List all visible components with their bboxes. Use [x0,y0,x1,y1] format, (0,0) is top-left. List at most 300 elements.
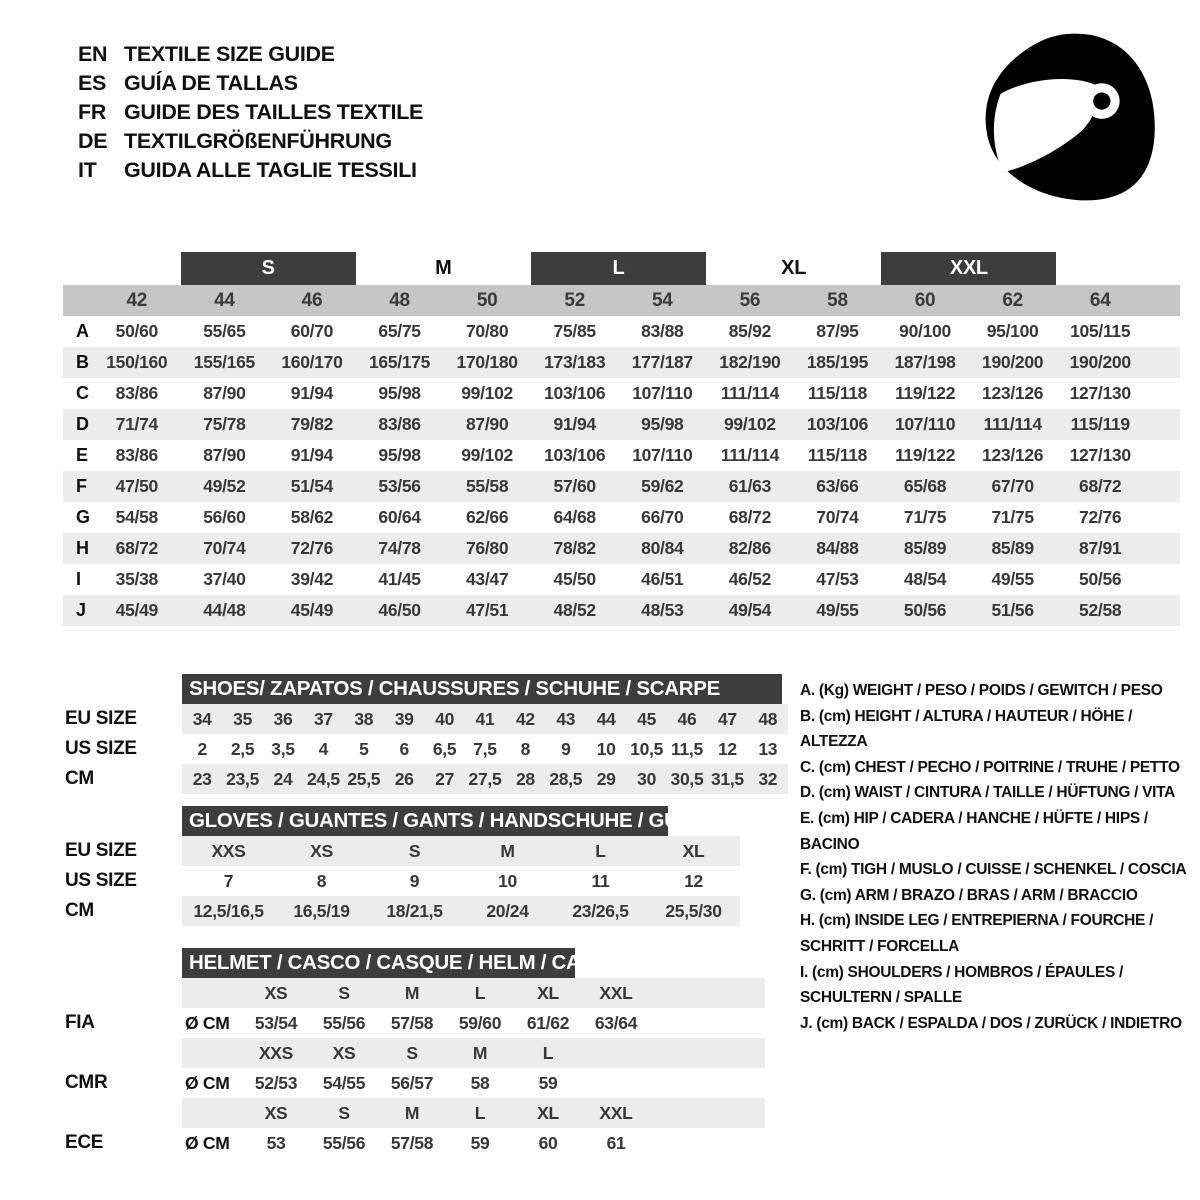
measure-row [63,347,1180,378]
measure-row [63,378,1180,409]
size-value-cell: 26 [394,768,414,789]
helmet-size-label: S [338,982,350,1003]
table-row [65,704,788,734]
size-value-cell: 95/98 [378,383,421,403]
size-value-cell: 49/55 [816,600,859,620]
helmet-size-label: XS [264,982,288,1003]
table-row [65,836,740,866]
size-value-cell: 99/102 [461,445,513,465]
shoes-size-table [65,674,788,794]
helmet-size-table [65,948,765,1158]
shoes-table-rows [65,704,788,794]
size-value-cell: 70/80 [465,321,509,341]
size-value-cell: 71/75 [903,507,947,527]
legend-item: E. (cm) HIP / CADERA / HANCHE / HÜFTE / HIPS / BACINO [800,809,1148,853]
helmet-size-label: L [474,1102,486,1123]
size-value-cell: 123/126 [982,445,1044,465]
row-label-spacer [65,1038,182,1068]
size-value-cell: 6,5 [432,738,457,759]
size-value-cell: 50/60 [115,321,158,341]
row-label: EU SIZE [65,840,137,861]
size-value-cell: 37/40 [203,569,246,589]
size-value-cell: 87/90 [203,383,246,403]
size-value-cell: 9 [561,738,571,759]
size-value-cell: 29 [596,768,616,789]
size-value-cell: 150/160 [106,352,168,372]
value-row [182,764,788,794]
measure-row-label: F [76,476,87,496]
size-value-cell: 91/94 [290,383,334,403]
size-number: 56 [739,289,761,311]
measure-row-label: E [76,445,88,465]
size-value-cell: 83/88 [641,321,684,341]
helmet-values-row [65,1008,765,1038]
size-value-cell: 8 [316,870,327,891]
size-value-cell: 24 [273,768,293,789]
size-value-cell: 99/102 [461,383,513,403]
guide-title: TEXTILGRÖßENFÜHRUNG [124,129,392,153]
legend-item: J. (cm) BACK / ESPALDA / DOS / ZURÜCK / INDIETRO [800,1014,1182,1032]
size-value-cell: 30,5 [670,768,704,789]
legend-item: F. (cm) TIGH / MUSLO / CUISSE / SCHENKEL / COSCIA [800,861,1187,879]
row-label-spacer [65,978,182,1008]
size-value-cell: 50/56 [903,600,947,620]
size-value-cell: 6 [399,738,409,759]
language-row [78,127,423,156]
guide-title: GUIDE DES TAILLES TEXTILE [124,100,424,124]
helmet-values-row [65,1068,765,1098]
size-number: 46 [301,289,323,311]
size-value-cell: 85/92 [728,321,772,341]
standard-label: CMR [65,1072,108,1093]
size-value-cell: 48/54 [903,569,947,589]
size-value-cell: 47/50 [115,476,158,496]
measure-row-label: H [76,538,89,558]
size-value-cell: 80/84 [641,538,684,558]
size-group-label: S [181,252,356,285]
helmet-size-label: XL [537,1102,559,1123]
size-group-row [63,252,1180,285]
helmet-sizes-row [65,1038,765,1068]
helmet-size-label: XS [264,1102,288,1123]
value-row [182,896,740,926]
size-value-cell: 67/70 [991,476,1034,496]
size-value-cell: 71/74 [115,414,158,434]
size-value-cell: 76/80 [465,538,509,558]
helmet-size-label: XXL [599,982,633,1003]
size-value-cell: 155/165 [193,352,255,372]
language-title-list [78,40,423,185]
size-value-cell: 7 [223,870,234,891]
shoes-table-title: SHOES/ ZAPATOS / CHAUSSURES / SCHUHE / SCARPE [182,674,782,704]
measurement-legend [800,678,1192,1036]
size-value-cell: 190/200 [1069,352,1131,372]
size-value-cell: 20/24 [486,900,529,921]
size-value-cell: XL [682,840,705,861]
size-value-cell: 44 [596,708,616,729]
helmet-size-label: L [474,982,486,1003]
size-value-cell: 55/56 [322,1012,366,1033]
size-value-cell: 35/38 [115,569,158,589]
size-value-cell: 61 [606,1132,626,1153]
size-number: 60 [914,289,936,311]
helmet-table-title: HELMET / CASCO / CASQUE / HELM / CASCO [182,948,575,978]
size-value-cell: 115/118 [807,383,868,403]
size-value-cell: 40 [435,708,455,729]
size-value-cell: 4 [318,738,329,759]
size-value-cell: 99/102 [724,414,776,434]
size-value-cell: 53/56 [378,476,421,496]
size-value-cell: 49/54 [728,600,772,620]
size-number: 44 [214,289,235,311]
size-value-cell: 111/114 [720,445,779,465]
size-value-cell: 59/60 [458,1012,502,1033]
measure-row-label: A [76,321,89,341]
diameter-label: Ø CM [185,1132,230,1153]
measure-row-label: D [76,414,89,434]
size-number: 58 [827,289,848,311]
size-value-cell: 57/58 [390,1132,434,1153]
size-number-row [63,285,1180,316]
size-value-cell: 35 [233,708,253,729]
size-value-cell: 31,5 [710,768,744,789]
size-value-cell: 42 [515,708,535,729]
size-value-cell: XS [310,840,333,861]
size-value-cell: 47 [717,708,737,729]
size-number: 64 [1089,289,1111,311]
guide-title: TEXTILE SIZE GUIDE [124,42,335,66]
size-value-cell: 34 [192,708,212,729]
value-row [182,836,740,866]
size-value-cell: 107/110 [632,445,693,465]
table-row [65,734,788,764]
size-value-cell: 45/50 [553,569,596,589]
helmet-size-label: XL [537,982,559,1003]
size-value-cell: 58 [470,1072,490,1093]
size-value-cell: 39/42 [290,569,334,589]
size-value-cell: L [595,840,606,861]
language-row [78,69,423,98]
size-value-cell: 60/70 [290,321,334,341]
helmet-size-label: L [542,1042,554,1063]
visor-pivot-center [1093,92,1110,109]
size-group-label: XL [781,257,807,279]
size-value-cell: 91/94 [290,445,334,465]
size-value-cell: 45/49 [115,600,158,620]
size-value-cell: 48/53 [641,600,684,620]
size-value-cell: 12 [684,870,703,891]
helmet-table-rows [65,978,765,1158]
helmet-size-label: XXS [258,1042,294,1063]
size-value-cell: 78/82 [553,538,596,558]
measure-row [63,502,1180,533]
size-value-cell: 90/100 [899,321,951,341]
size-value-cell: 72/76 [1079,507,1122,527]
size-value-cell: 55/65 [203,321,246,341]
size-value-cell: 59 [538,1072,558,1093]
helmet-size-label: M [404,1102,420,1123]
helmet-values-cells [182,1068,765,1098]
size-value-cell: 52/58 [1079,600,1122,620]
size-value-cell: 103/106 [806,414,869,434]
size-value-cell: 103/106 [544,383,606,403]
size-value-cell: 52/53 [254,1072,298,1093]
size-value-cell: 2,5 [230,738,255,759]
size-value-cell: 95/100 [986,321,1039,341]
size-value-cell: 23,5 [226,768,260,789]
size-value-cell: XXS [211,840,246,861]
size-value-cell: 111/114 [983,414,1042,434]
racing-helmet-icon [975,28,1165,206]
size-value-cell: 16,5/19 [293,900,350,921]
size-number: 42 [126,289,148,311]
size-value-cell: 170/180 [456,352,518,372]
size-value-cell: 64/68 [553,507,596,527]
size-value-cell: 43/47 [465,569,509,589]
helmet-sizes-cells [182,1038,765,1068]
size-value-cell: 57/58 [390,1012,434,1033]
legend-item: H. (cm) INSIDE LEG / ENTREPIERNA / FOURCHE / SCHRITT / FORCELLA [800,912,1154,955]
helmet-sizes-row [65,1098,765,1128]
size-value-cell: 165/175 [368,352,431,372]
helmet-size-label: XS [332,1042,356,1063]
size-value-cell: 70/74 [816,507,859,527]
size-value-cell: 60/64 [378,507,421,527]
size-value-cell: 66/70 [641,507,684,527]
size-value-cell: 61/62 [526,1012,570,1033]
size-value-cell: 11 [591,870,610,891]
size-value-cell: 119/122 [894,445,956,465]
helmet-values-cells [182,1008,765,1038]
size-group-label: XXL [881,252,1056,285]
diameter-label: Ø CM [185,1072,230,1093]
size-value-cell: 79/82 [290,414,334,434]
legend-item: C. (cm) CHEST / PECHO / POITRINE / TRUHE / PETTO [800,758,1180,776]
size-value-cell: 25,5 [347,768,381,789]
size-value-cell: 28 [515,768,535,789]
size-value-cell: 177/187 [631,352,693,372]
row-label-spacer [65,1098,182,1128]
size-value-cell: 105/115 [1070,321,1131,341]
size-value-cell: 68/72 [1079,476,1122,496]
size-value-cell: 55/58 [465,476,509,496]
language-code: FR [78,100,107,124]
size-value-cell: M [500,840,515,861]
measure-row [63,409,1180,440]
helmet-size-label: S [338,1102,350,1123]
size-value-cell: 45/49 [290,600,334,620]
size-number: 54 [652,289,673,311]
size-value-cell: 8 [520,738,531,759]
size-value-cell: 37 [313,708,333,729]
helmet-values-cells [182,1128,765,1158]
language-code: DE [78,129,108,153]
size-value-cell: 62/66 [465,507,509,527]
size-value-cell: 61/63 [728,476,772,496]
size-value-cell: 111/114 [720,383,779,403]
diameter-label: Ø CM [185,1012,230,1033]
value-row [182,734,788,764]
size-value-cell: 32 [758,768,778,789]
size-value-cell: 70/74 [203,538,246,558]
size-value-cell: 59 [470,1132,490,1153]
measure-row [63,316,1180,347]
table-row [65,896,740,926]
size-value-cell: 127/130 [1069,445,1131,465]
size-value-cell: 5 [359,738,369,759]
size-value-cell: 91/94 [553,414,596,434]
size-value-cell: 48 [758,708,778,729]
measure-row-label: C [76,383,89,403]
size-group-label: M [435,257,452,279]
measure-row [63,440,1180,471]
size-value-cell: 63/66 [816,476,859,496]
measure-row [63,564,1180,595]
language-row [78,40,423,69]
size-value-cell: 41 [475,708,495,729]
size-value-cell: 3,5 [271,738,295,759]
size-value-cell: 49/55 [991,569,1034,589]
size-value-cell: 54/58 [115,507,158,527]
size-value-cell: 51/56 [991,600,1034,620]
size-value-cell: 39 [394,708,414,729]
size-value-cell: 36 [273,708,293,729]
size-value-cell: 12,5/16,5 [193,900,264,921]
helmet-sizes-row [65,978,765,1008]
size-value-cell: 28,5 [549,768,583,789]
size-number: 48 [389,289,410,311]
size-value-cell: 190/200 [982,352,1044,372]
size-value-cell: 46/51 [641,569,684,589]
size-value-cell: 182/190 [719,352,781,372]
size-value-cell: 45 [637,708,657,729]
measure-row-label: J [76,600,86,620]
row-label: US SIZE [65,738,137,759]
size-value-cell: 41/45 [378,569,421,589]
size-value-cell: 83/86 [115,383,158,403]
size-value-cell: 51/54 [290,476,334,496]
size-value-cell: 84/88 [816,538,859,558]
size-value-cell: 9 [409,870,420,891]
size-value-cell: 10 [498,870,517,891]
size-value-cell: 2 [197,738,207,759]
size-value-cell: 47/53 [816,569,859,589]
size-value-cell: 47/51 [465,600,509,620]
size-number: 50 [476,289,498,311]
language-code: EN [78,42,108,66]
size-number: 62 [1002,289,1023,311]
size-value-cell: 58/62 [290,507,334,527]
size-value-cell: 123/126 [982,383,1044,403]
language-code: IT [78,158,97,182]
size-value-cell: 53 [266,1132,286,1153]
row-label: CM [65,900,94,921]
size-value-cell: 46/50 [378,600,421,620]
size-value-cell: 95/98 [378,445,421,465]
size-value-cell: 46/52 [728,569,772,589]
size-value-cell: 103/106 [544,445,606,465]
table-row [65,866,740,896]
size-value-cell: 24,5 [306,768,340,789]
row-label: US SIZE [65,870,137,891]
measure-row-label: I [76,569,81,589]
measure-row [63,471,1180,502]
size-value-cell: 13 [758,738,778,759]
measure-row-label: B [76,352,89,372]
size-value-cell: 87/95 [816,321,859,341]
size-value-cell: 160/170 [281,352,343,372]
language-code: ES [78,71,107,95]
helmet-sizes-cells [182,1098,765,1128]
size-value-cell: 95/98 [641,414,684,434]
size-value-cell: 65/75 [378,321,421,341]
size-value-cell: 87/90 [203,445,246,465]
size-value-cell: 187/198 [894,352,956,372]
size-value-cell: 23 [192,768,212,789]
textile-size-table [63,252,1180,626]
size-value-cell: 82/86 [728,538,772,558]
size-value-cell: 87/91 [1079,538,1122,558]
size-number: 52 [564,289,585,311]
standard-label: ECE [65,1132,104,1153]
size-value-cell: 72/76 [290,538,334,558]
legend-item: A. (Kg) WEIGHT / PESO / POIDS / GEWITCH / PESO [800,682,1163,699]
size-value-cell: 65/68 [903,476,947,496]
size-value-cell: 56/57 [390,1072,434,1093]
size-value-cell: 68/72 [115,538,158,558]
size-value-cell: 107/110 [894,414,956,434]
gloves-size-table [65,806,740,926]
size-value-cell: 10,5 [630,738,664,759]
size-value-cell: S [408,840,421,861]
gloves-table-rows [65,836,740,926]
size-value-cell: 55/56 [322,1132,366,1153]
size-value-cell: 48/52 [553,600,596,620]
measure-row-label: G [76,507,90,527]
size-value-cell: 185/195 [806,352,869,372]
legend-item: B. (cm) HEIGHT / ALTURA / HAUTEUR / HÖHE / ALTEZZA [800,707,1133,751]
size-value-cell: 63/64 [594,1012,638,1033]
size-value-cell: 27,5 [468,768,502,789]
row-label: EU SIZE [65,708,137,729]
size-value-cell: 18/21,5 [386,900,443,921]
size-value-cell: 25,5/30 [665,900,722,921]
size-value-cell: 38 [354,708,374,729]
helmet-size-label: S [406,1042,418,1063]
size-value-cell: 127/130 [1069,383,1131,403]
size-value-cell: 10 [596,738,616,759]
language-row [78,156,423,185]
measure-row [63,533,1180,564]
size-value-cell: 46 [677,708,697,729]
size-value-cell: 30 [637,768,657,789]
size-value-cell: 75/78 [203,414,246,434]
size-group-label: L [531,252,706,285]
standard-label: FIA [65,1012,95,1033]
size-value-cell: 60 [538,1132,558,1153]
size-value-cell: 85/89 [903,538,947,558]
gloves-table-title: GLOVES / GUANTES / GANTS / HANDSCHUHE / GUANTI [182,806,668,836]
size-value-cell: 71/75 [991,507,1034,527]
helmet-sizes-cells [182,978,765,1008]
size-value-cell: 115/119 [1070,414,1130,434]
size-value-cell: 27 [435,768,455,789]
size-value-cell: 44/48 [203,600,246,620]
size-value-cell: 23/26,5 [572,900,629,921]
size-value-cell: 50/56 [1079,569,1122,589]
size-value-cell: 54/55 [322,1072,366,1093]
size-value-cell: 53/54 [254,1012,298,1033]
